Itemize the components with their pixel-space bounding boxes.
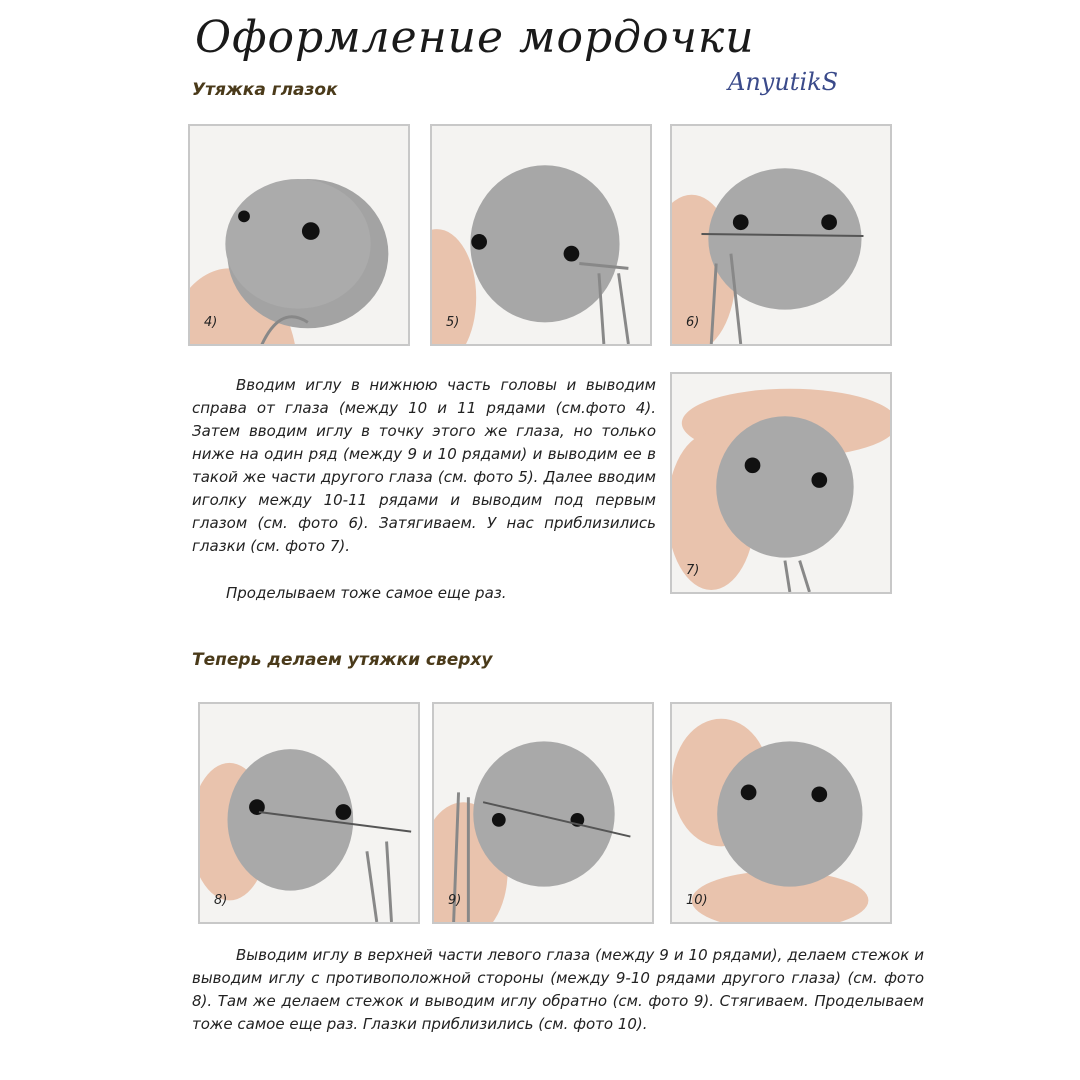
section-heading-top-tightening: Теперь делаем утяжки сверху [192, 650, 493, 670]
photo-9 [432, 702, 654, 924]
crochet-head-photo [434, 704, 652, 922]
photo-number: 6) [686, 315, 700, 330]
instructions-repeat-note: Проделываем тоже самое еще раз. [226, 584, 507, 602]
page-title: Оформление мордочки [195, 12, 755, 63]
photo-number: 8) [214, 893, 228, 908]
crochet-head-photo [200, 704, 418, 922]
photo-number: 9) [448, 893, 462, 908]
crochet-head-photo [432, 126, 650, 344]
crochet-head-photo [672, 704, 890, 922]
brand-logo: AnyutikS [728, 68, 839, 96]
photo-5 [430, 124, 652, 346]
photo-8 [198, 702, 420, 924]
instructions-paragraph-2: Выводим иглу в верхней части левого глаза (между 9 и 10 рядами), делаем стежок и выводим иглу с противоположной стороны (между 9-10 рядами другого глаза) (см. фото 8). Там же делаем стежок и выводим иглу обратно (см. фото 9). Стягиваем. Проделываем тоже самое еще раз. Глазки приблизились (см. фото 10). [192, 946, 924, 1033]
crochet-head-photo [672, 374, 890, 592]
photo-number: 7) [686, 563, 700, 578]
crochet-head-photo [190, 126, 408, 344]
photo-number: 4) [204, 315, 218, 330]
photo-number: 10) [686, 893, 708, 908]
photo-4 [188, 124, 410, 346]
crochet-head-photo [672, 126, 890, 344]
photo-6 [670, 124, 892, 346]
photo-10 [670, 702, 892, 924]
photo-7 [670, 372, 892, 594]
instructions-paragraph-1: Вводим иглу в нижнюю часть головы и выводим справа от глаза (между 10 и 11 рядами (см.фото 4). Затем вводим иглу в точку этого же глаза, но только ниже на один ряд (между 9 и 10 рядами) и выводим ее в такой же части другого глаза (см. фото 5). Далее вводим иголку между 10-11 рядами и выводим под первым глазом (см. фото 6). Затягиваем. У нас приблизились глазки (см. фото 7). [192, 376, 656, 555]
section-heading-eye-tightening: Утяжка глазок [192, 80, 338, 100]
photo-number: 5) [446, 315, 460, 330]
